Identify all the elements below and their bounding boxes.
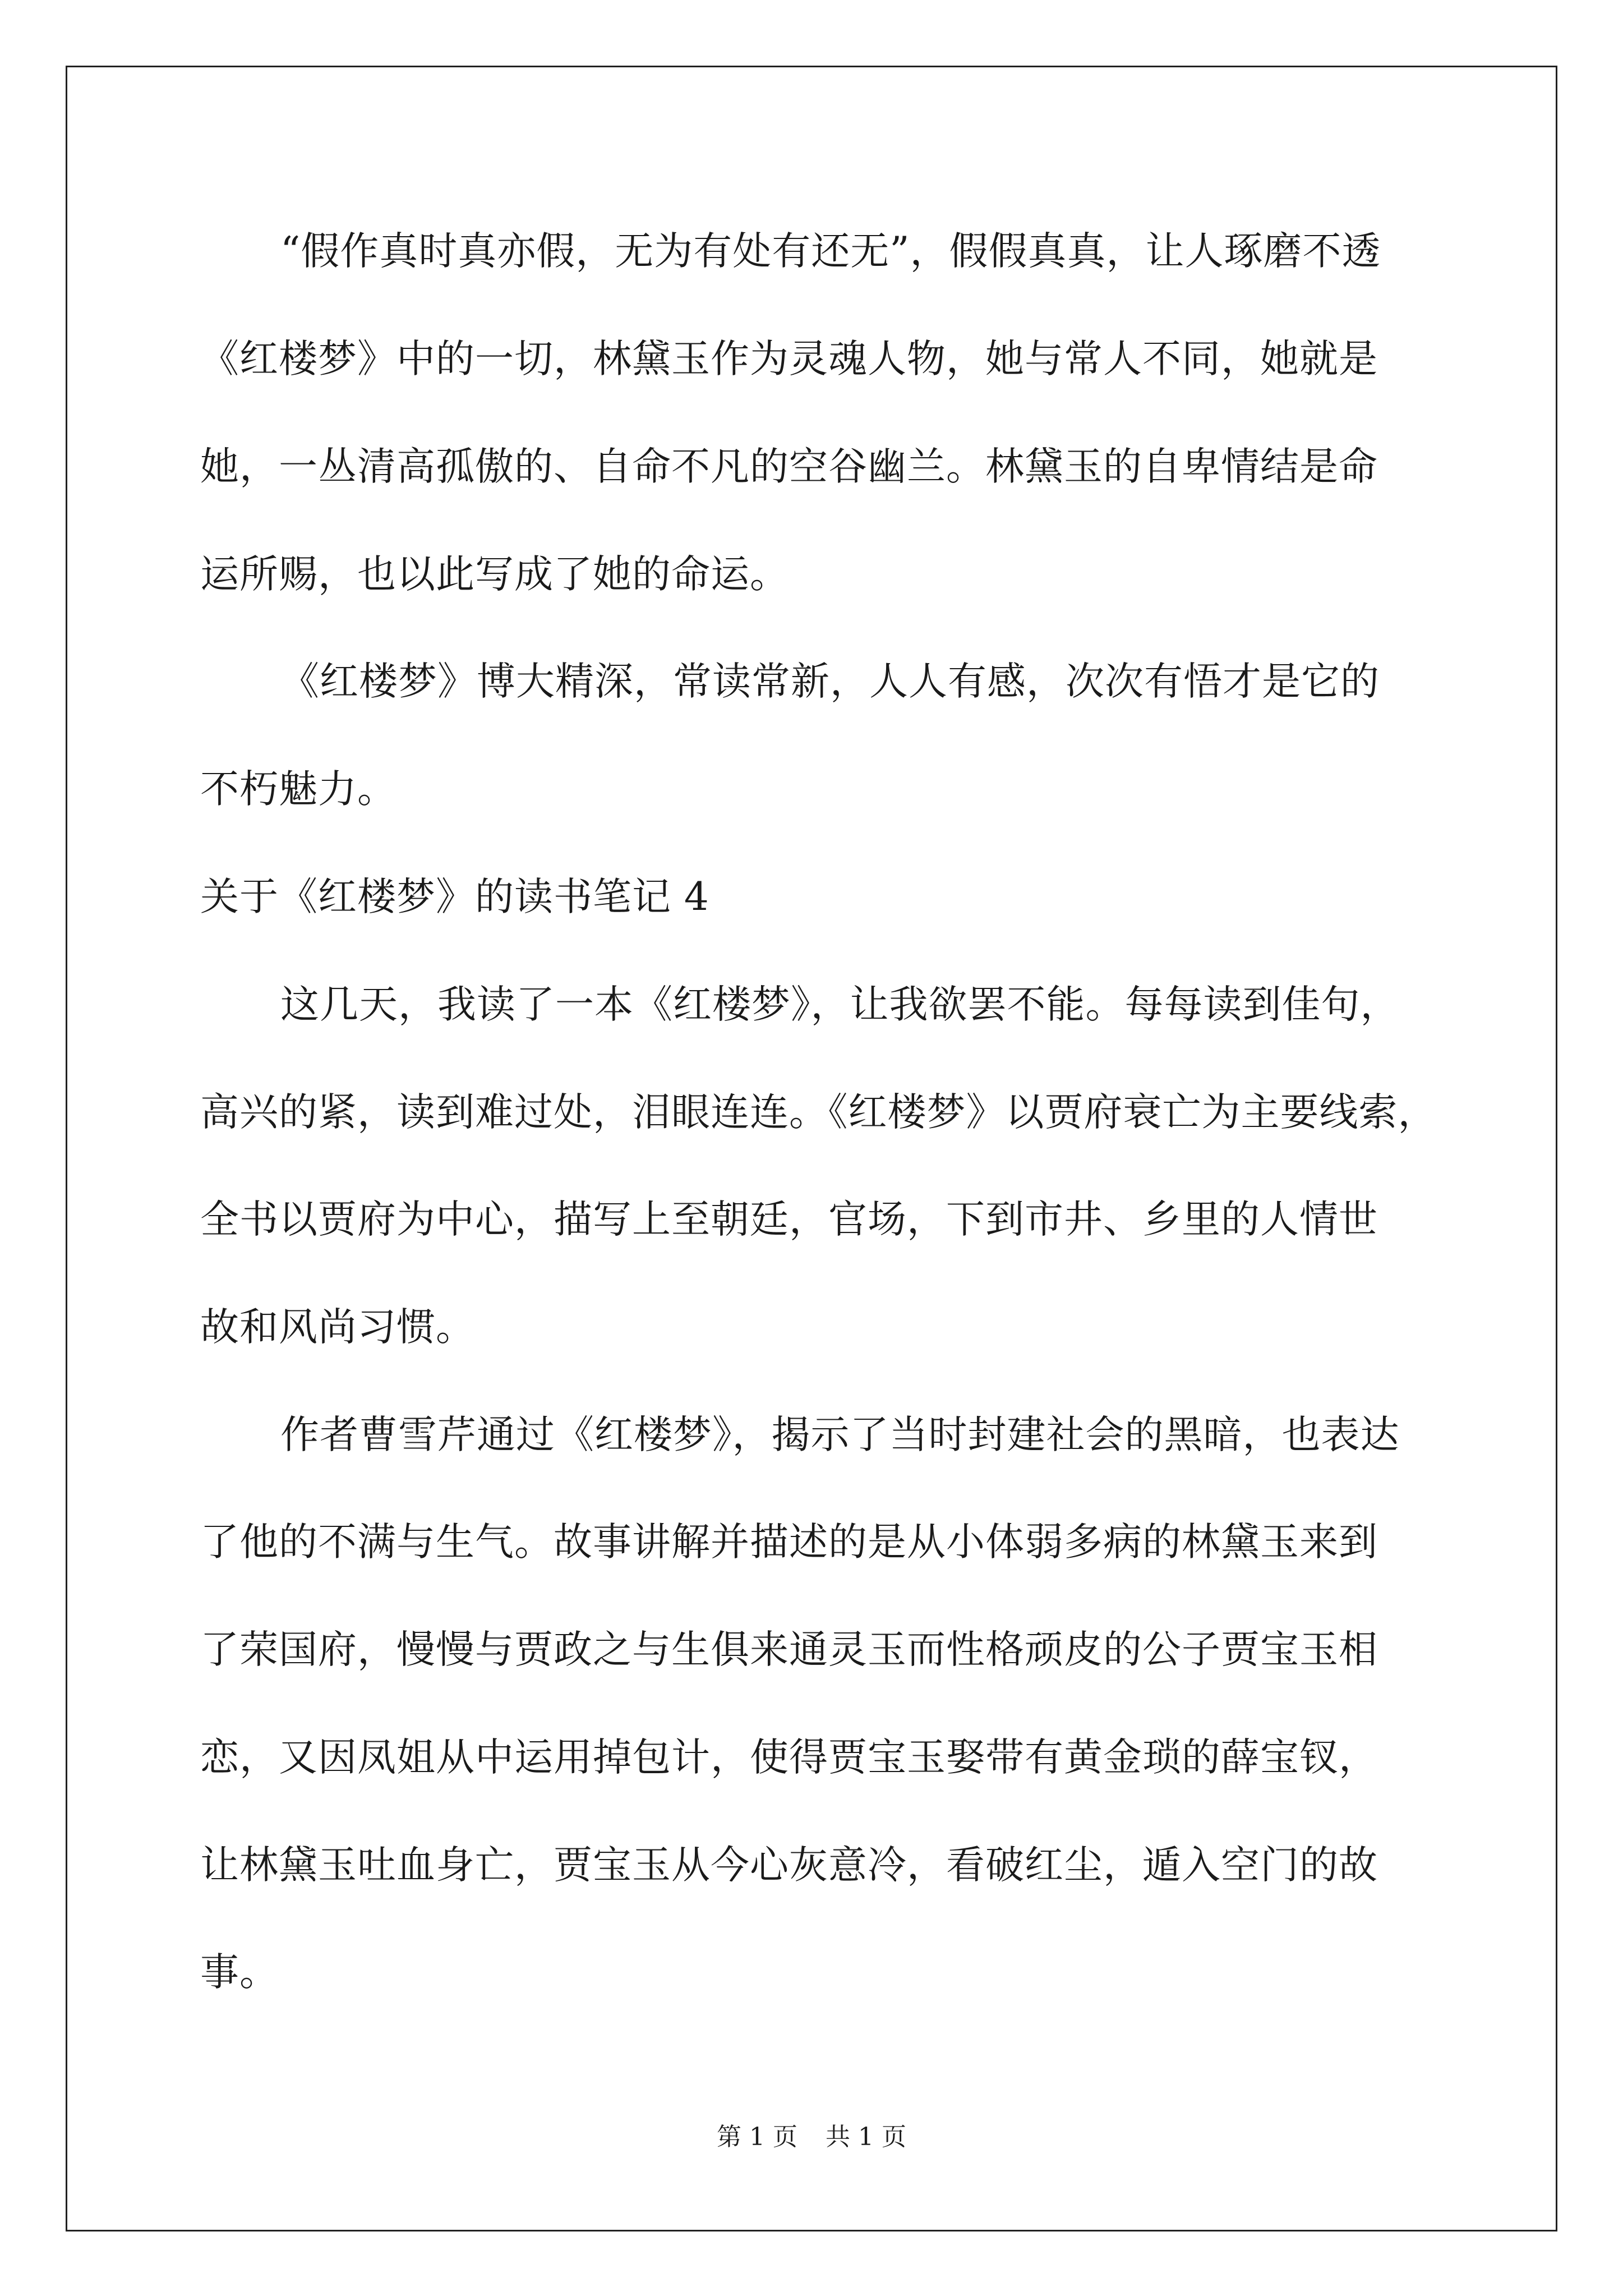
text-line: 全书以贾府为中心，描写上至朝廷，官场，下到市井、乡里的人情世: [200, 1197, 1378, 1242]
text-line: 了他的不满与生气。故事讲解并描述的是从小体弱多病的林黛玉来到: [200, 1520, 1378, 1565]
page-footer: [0, 2120, 1623, 2154]
page-number: 第 1 页: [717, 2123, 797, 2151]
page-total: 共 1 页: [826, 2123, 906, 2151]
page-border: [66, 66, 1557, 2231]
text-line: 《红楼梦》中的一切，林黛玉作为灵魂人物，她与常人不同，她就是: [200, 337, 1378, 381]
text-line: 运所赐，也以此写成了她的命运。: [200, 552, 789, 597]
text-line: 高兴的紧，读到难过处，泪眼连连。《红楼梦》以贾府衰亡为主要线索，: [200, 1090, 1437, 1135]
text-line: 《红楼梦》博大精深，常读常新，人人有感，次次有悟才是它的: [280, 659, 1380, 704]
text-line: 恋，又因凤姐从中运用掉包计，使得贾宝玉娶带有黄金琐的薛宝钗，: [200, 1735, 1378, 1780]
text-line: 作者曹雪芹通过《红楼梦》，揭示了当时封建社会的黑暗，也表达: [280, 1412, 1400, 1457]
text-line: 这几天，我读了一本《红楼梦》，让我欲罢不能。每每读到佳句，: [280, 982, 1400, 1027]
text-line: 事。: [200, 1950, 279, 1995]
text-line: 故和风尚习惯。: [200, 1305, 475, 1350]
text-line: “假作真时真亦假，无为有处有还无”，假假真真，让人琢磨不透: [280, 229, 1381, 274]
text-line: 了荣国府，慢慢与贾政之与生俱来通灵玉而性格顽皮的公子贾宝玉相: [200, 1627, 1378, 1672]
text-line: 不朽魅力。: [200, 767, 396, 812]
section-heading: 关于《红楼梦》的读书笔记 4: [200, 875, 709, 919]
text-line: 让林黛玉吐血身亡，贾宝玉从今心灰意冷，看破红尘，遁入空门的故: [200, 1843, 1378, 1888]
text-line: 她，一丛清高孤傲的、自命不凡的空谷幽兰。林黛玉的自卑情结是命: [200, 444, 1378, 489]
